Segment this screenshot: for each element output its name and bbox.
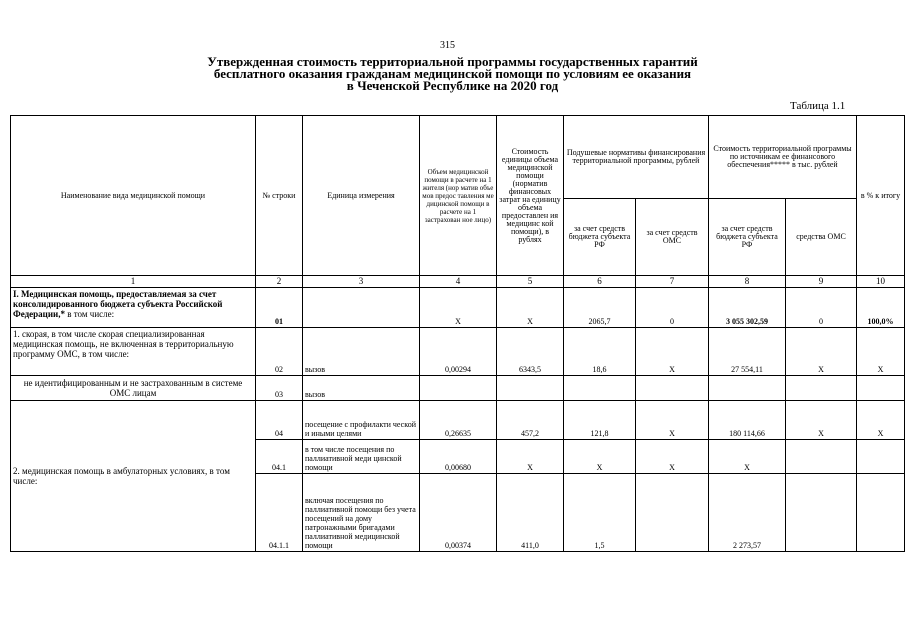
row-cost: X — [497, 440, 564, 474]
row-percent: X — [857, 328, 905, 376]
row-cost: 457,2 — [497, 401, 564, 440]
col-number: 8 — [709, 276, 786, 288]
title-line: в Чеченской Республике на 2020 год — [346, 78, 559, 93]
page-title — [0, 56, 905, 92]
row-unit — [303, 288, 420, 328]
header-per-capita: Подушевые нормативы финансирования территориальной программы, рублей — [564, 116, 709, 199]
col-number: 7 — [636, 276, 709, 288]
col-number: 6 — [564, 276, 636, 288]
header-volume: Объем медицинской помощи в расчете на 1 жителя (нор матив объе мов предос тавления ме дицинской помощи в расчете на 1 застрахован ное лицо) — [420, 116, 497, 276]
title-line: Утвержденная стоимость территориальной программы государственных гарантий — [207, 54, 698, 69]
header-oms: за счет средств ОМС — [636, 199, 709, 276]
table-number: Таблица 1.1 — [790, 100, 846, 112]
row-cost: X — [497, 288, 564, 328]
row-pc-oms: X — [636, 440, 709, 474]
col-number: 9 — [786, 276, 857, 288]
row-total-oms: 0 — [786, 288, 857, 328]
row-unit: включая посещения по паллиативной помощи без учета посещений на дому патронажными бригадами паллиативной медицинской помощи — [303, 474, 420, 552]
row-total-budget: 2 273,57 — [709, 474, 786, 552]
row-pc-oms: X — [636, 328, 709, 376]
row-percent: X — [857, 401, 905, 440]
table-row — [11, 288, 905, 328]
row-total-budget: X — [709, 440, 786, 474]
row-unit: вызов — [303, 328, 420, 376]
row-volume: 0,00374 — [420, 474, 497, 552]
row-no: 01 — [256, 288, 303, 328]
row-pc-oms: X — [636, 401, 709, 440]
header-row-no: № строки — [256, 116, 303, 276]
row-name: 2. медицинская помощь в амбулаторных условиях, в том числе: — [11, 401, 256, 552]
title-line: бесплатного оказания гражданам медицинской помощи по условиям ее оказания — [213, 66, 692, 81]
col-number: 2 — [256, 276, 303, 288]
header-cost-total: Стоимость территориальной программы по источникам ее финансового обеспечения***** в тыс. рублей — [709, 116, 857, 199]
row-unit: посещение с профилакти ческой и иными целями — [303, 401, 420, 440]
row-volume: 0,26635 — [420, 401, 497, 440]
header-budget-total: за счет средств бюджета субъекта РФ — [709, 199, 786, 276]
row-no: 04 — [256, 401, 303, 440]
row-volume: 0,00294 — [420, 328, 497, 376]
row-volume: 0,00680 — [420, 440, 497, 474]
row-pc-budget: X — [564, 440, 636, 474]
row-pc-oms: 0 — [636, 288, 709, 328]
header-percent: в % к итогу — [857, 116, 905, 276]
col-number: 3 — [303, 276, 420, 288]
cost-table — [10, 115, 905, 552]
table-row — [11, 376, 905, 401]
table-row — [11, 401, 905, 440]
header-budget: за счет средств бюджета субъекта РФ — [564, 199, 636, 276]
header-cost-unit: Стоимость единицы объема медицинской помощи (норматив финансовых затрат на единицу объема предоставлен ия медицинс кой помощи), в рублях — [497, 116, 564, 276]
row-name: не идентифицированным и не застрахованным в системе ОМС лицам — [11, 376, 256, 401]
row-total-oms: X — [786, 401, 857, 440]
table-row — [11, 328, 905, 376]
row-volume: X — [420, 288, 497, 328]
row-pc-budget: 1,5 — [564, 474, 636, 552]
row-no: 04.1.1 — [256, 474, 303, 552]
row-total-budget: 3 055 302,59 — [709, 288, 786, 328]
header-oms-total: средства ОМС — [786, 199, 857, 276]
row-unit: в том числе посещения по паллиативной меди цинской помощи — [303, 440, 420, 474]
row-percent: 100,0% — [857, 288, 905, 328]
row-pc-budget: 121,8 — [564, 401, 636, 440]
col-number: 1 — [11, 276, 256, 288]
row-no: 02 — [256, 328, 303, 376]
col-number: 4 — [420, 276, 497, 288]
row-unit: вызов — [303, 376, 420, 401]
row-total-budget: 27 554,11 — [709, 328, 786, 376]
row-name: I. Медицинская помощь, предоставляемая за счет консолидированного бюджета субъекта Российской Федерации,* в том числе: — [11, 288, 256, 328]
row-no: 03 — [256, 376, 303, 401]
page-number: 315 — [440, 40, 455, 51]
row-pc-budget: 2065,7 — [564, 288, 636, 328]
row-cost: 6343,5 — [497, 328, 564, 376]
row-total-budget: 180 114,66 — [709, 401, 786, 440]
row-no: 04.1 — [256, 440, 303, 474]
header-name: Наименование вида медицинской помощи — [11, 116, 256, 276]
header-unit: Единица измерения — [303, 116, 420, 276]
row-cost: 411,0 — [497, 474, 564, 552]
col-number: 5 — [497, 276, 564, 288]
row-pc-budget: 18,6 — [564, 328, 636, 376]
row-name: 1. скорая, в том числе скорая специализированная медицинская помощь, не включенная в территориальную программу ОМС, в том числе: — [11, 328, 256, 376]
row-total-oms: X — [786, 328, 857, 376]
col-number: 10 — [857, 276, 905, 288]
